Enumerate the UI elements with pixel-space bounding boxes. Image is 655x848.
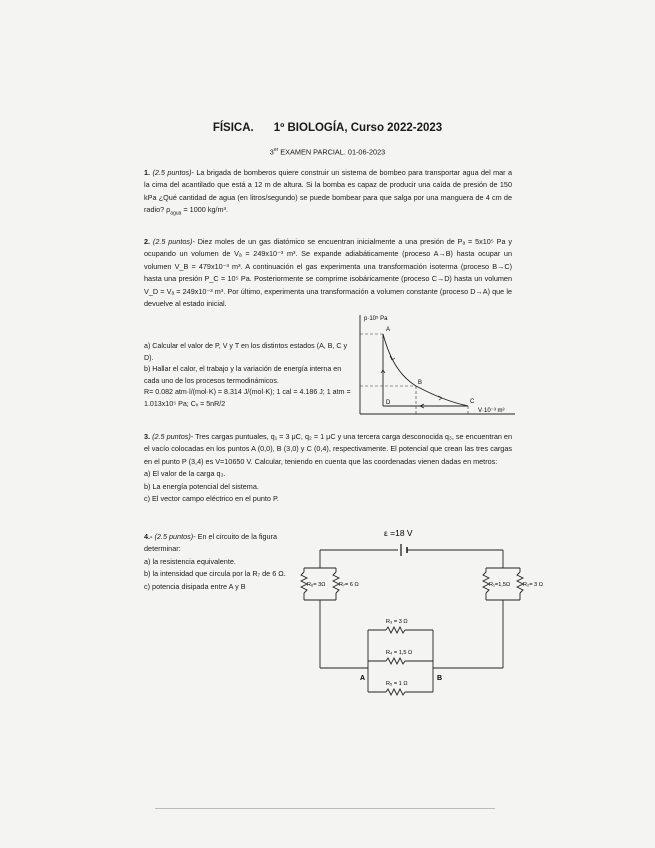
q3-points: (2.5 puntos) [152, 432, 191, 441]
exam-subtitle [0, 147, 655, 156]
question-3 [144, 431, 512, 505]
pv-xlabel: V·10⁻³ m³ [478, 408, 505, 414]
pv-isotherm [416, 386, 468, 406]
q1-number: 1. [144, 168, 151, 177]
pv-point-c: C [470, 399, 475, 405]
exam-date: EXAMEN PARCIAL. 01-06-2023 [278, 147, 386, 157]
r7-label: R₇= 6 Ω [339, 582, 359, 588]
pv-adiabatic [383, 334, 416, 386]
resistor-r4 [386, 658, 405, 664]
q2-number: 2. [144, 237, 151, 246]
q4-item-a: a) la resistencia equivalente. [144, 556, 236, 566]
q1-points: (2.5 puntos) [152, 168, 192, 177]
pv-ylabel: p·10⁵ Pa [364, 316, 388, 322]
resistor-r5 [386, 689, 405, 695]
r6-label: R₆= 3Ω [307, 582, 326, 588]
q2-constants: R= 0.082 atm·l/(mol·K) = 8.314 J/(mol·K); 1 cal = 4.186 J; 1 atm = 1.013x10⁵ Pa; Cᵥ = 5nR/2 [144, 388, 351, 408]
exam-title [0, 122, 655, 134]
resistor-r3 [386, 627, 405, 633]
page-bottom-rule [155, 808, 495, 809]
subject-label: FÍSICA. [212, 122, 254, 134]
question-1 [144, 167, 512, 220]
circuit-diagram [298, 520, 543, 705]
emf-label: ε =18 V [384, 528, 413, 538]
q2-item-a: a) Calcular el valor de P, V y T en los distintos estados (A, B, C y D). [144, 342, 348, 362]
exam-number-sup: er [273, 147, 279, 153]
node-b-label: B [437, 675, 443, 682]
exam-number: 3 [269, 147, 274, 157]
pv-point-d: D [386, 400, 391, 406]
q4-number: 4.- [144, 532, 153, 541]
q1-text: - La brigada de bomberos quiere construir un sistema de bombeo para transportar agua del mar a la cima del acantilado que está a 12 m de altura. Si la bomba es capaz de producir una caída de presión de 150 kPa ¿Qué cantidad de agua (en litros/segundo) se puede bombear para que salga por una manguera de 4 cm de radio? ρ [144, 168, 512, 215]
q2-points: (2.5 puntos) [152, 237, 193, 246]
q3-item-b: b) La energía potencial del sistema. [144, 481, 259, 491]
pv-arrow-bc [438, 396, 442, 400]
q4-item-c: c) potencia disipada entre A y B [144, 581, 246, 591]
q1-rho-sub: agua [170, 210, 182, 217]
question-4 [144, 531, 294, 593]
pv-point-b: B [418, 380, 423, 386]
q4-item-b: b) la intensidad que circula por la R₇ de 6 Ω. [144, 569, 286, 579]
pv-diagram [350, 310, 520, 425]
q2-text: - Diez moles de un gas diatómico se encuentran inicialmente a una presión de Pₐ = 5x10⁵ Pa y ocupando un volumen de Vₐ = 249x10⁻³ m³. Se expande adiabáticamente (proceso A→B) hasta ocupar un volumen V_B = 479x10⁻³ m³. A continuación el gas experimenta una transformación isoterma (proceso B→C) hasta una presión P_C = 10⁵ Pa. Posteriormente se comprime isobáricamente (proceso C→D) hasta un volumen V_D = Vₐ = 249x10⁻³ m³. Por último, experimenta una transformación a volumen constante (proceso D→A) que le devuelve al estado inicial. [144, 237, 512, 309]
r5-label: R₅ = 1 Ω [386, 681, 408, 687]
q3-item-c: c) El vector campo eléctrico en el punto P. [144, 494, 279, 504]
r3-label: R₃ = 3 Ω [386, 619, 408, 625]
course-label: 1º BIOLOGÍA, Curso 2022-2023 [273, 122, 443, 134]
r1-label: R₁=1,5Ω [489, 582, 511, 588]
r2-label: R₂= 3 Ω [523, 582, 543, 588]
q4-text: - En el circuito de la figura determinar: [144, 532, 278, 554]
pv-point-a: A [386, 327, 391, 333]
q1-rho-value: = 1000 kg/m³. [181, 205, 228, 215]
q3-text: - Tres cargas puntuales, q₁ = 3 μC, q₂ = 1 μC y una tercera carga desconocida q₃, se encuentran en el vacío colocadas en los puntos A (0,0), B (3,0) y C (0,4), respectivamente. El potencial que crean las tres cargas en el punto P (3,4) es V=10650 V. Calcular, teniendo en cuenta que las coordenadas vienen dadas en metros: [144, 432, 512, 466]
q4-points: (2.5 puntos) [154, 532, 194, 541]
node-a-label: A [360, 675, 366, 682]
q3-number: 3. [144, 432, 151, 441]
q2-item-b: b) Hallar el calor, el trabajo y la variación de energía interna en cada uno de los procesos termodinámicos. [144, 365, 342, 385]
question-2 [144, 236, 512, 310]
q3-item-a: a) El valor de la carga q₃. [144, 469, 226, 479]
question-2-items [144, 341, 352, 411]
r4-label: R₄ = 1,5 Ω [386, 650, 413, 656]
